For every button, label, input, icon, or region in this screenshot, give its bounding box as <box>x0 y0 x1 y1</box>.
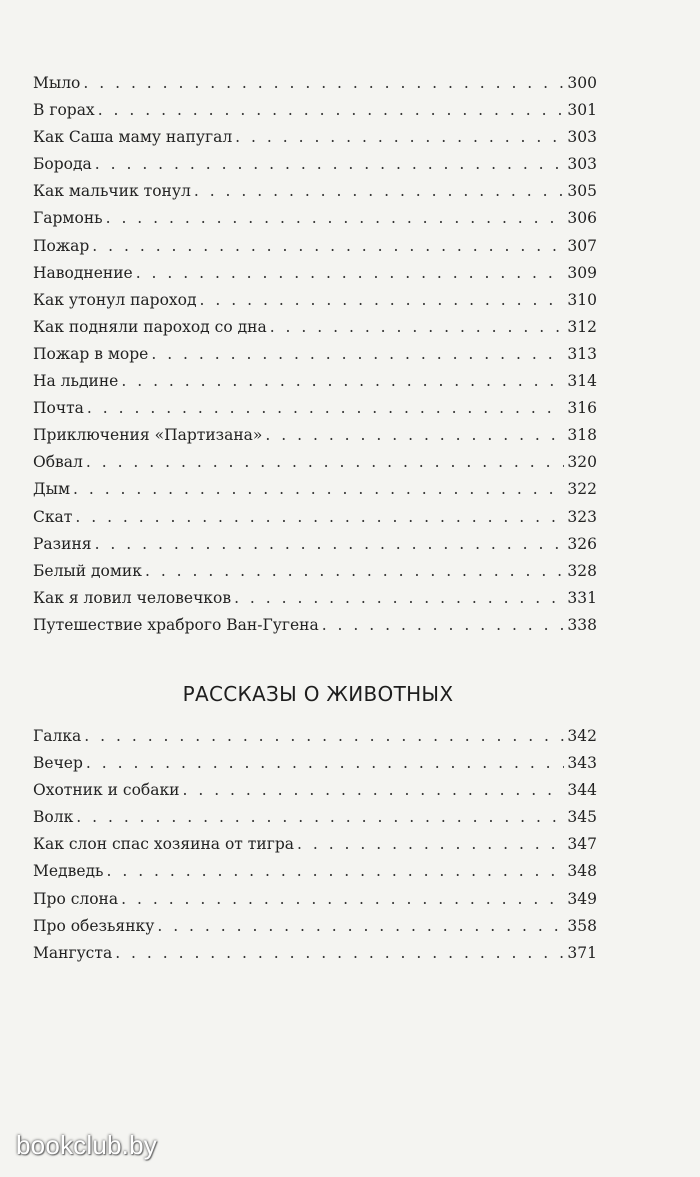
dot-leader <box>270 314 565 341</box>
dot-leader <box>151 341 564 368</box>
dot-leader <box>98 97 565 124</box>
dot-leader <box>265 422 564 449</box>
toc-entry <box>33 504 597 531</box>
toc-entry <box>33 585 597 612</box>
entry-title: Как утонул пароход <box>33 290 197 309</box>
page-number: 338 <box>567 615 597 634</box>
toc-entry <box>33 341 597 368</box>
toc-entry <box>33 233 597 260</box>
toc-entry <box>33 531 597 558</box>
toc-list-animals <box>33 723 597 967</box>
entry-title: В горах <box>33 101 95 120</box>
entry-title: Пожар в море <box>33 344 149 363</box>
dot-leader <box>86 449 565 476</box>
page-number: 314 <box>567 372 597 391</box>
dot-leader <box>83 70 564 97</box>
page-number: 344 <box>567 781 597 800</box>
toc-entry <box>33 97 597 124</box>
entry-title: Гармонь <box>33 209 103 228</box>
dot-leader <box>157 913 564 940</box>
dot-leader <box>194 178 565 205</box>
section-title: РАССКАЗЫ О ЖИВОТНЫХ <box>182 682 454 706</box>
page-number: 306 <box>567 209 597 228</box>
toc-entry <box>33 831 597 858</box>
page-number: 331 <box>567 588 597 607</box>
toc-entry <box>33 940 597 967</box>
dot-leader <box>73 476 564 503</box>
entry-title: Обвал <box>33 453 83 472</box>
page-number: 342 <box>567 727 597 745</box>
page-number: 313 <box>567 344 597 363</box>
dot-leader <box>87 395 564 422</box>
page-number: 358 <box>567 916 597 935</box>
dot-leader <box>200 287 565 314</box>
entry-title: Как я ловил человечков <box>33 588 232 607</box>
toc-entry <box>33 395 597 422</box>
page-number: 312 <box>567 317 597 336</box>
entry-title: Как Саша маму напугал <box>33 128 233 147</box>
toc-entry <box>33 422 597 449</box>
dot-leader <box>121 886 564 913</box>
dot-leader <box>183 777 565 804</box>
toc-entry <box>33 476 597 503</box>
toc-entry <box>33 70 597 97</box>
page-number: 320 <box>567 453 597 472</box>
toc-entry <box>33 777 597 804</box>
page-number: 343 <box>567 754 597 773</box>
entry-title: Белый домик <box>33 561 142 580</box>
page-number: 305 <box>567 182 597 201</box>
page-number: 322 <box>567 480 597 499</box>
page-number: 326 <box>567 534 597 553</box>
toc-entry <box>33 750 597 777</box>
dot-leader <box>136 260 565 287</box>
toc-entry <box>33 205 597 232</box>
entry-title: Как мальчик тонул <box>33 182 191 201</box>
dot-leader <box>115 940 564 967</box>
entry-title: Как подняли пароход со дна <box>33 317 267 336</box>
entry-title: Наводнение <box>33 263 133 282</box>
toc-entry <box>33 124 597 151</box>
entry-title: Путешествие храброго Ван-Гугена <box>33 615 319 634</box>
entry-title: Пожар <box>33 236 90 255</box>
page-number: 309 <box>567 263 597 282</box>
toc-entry <box>33 287 597 314</box>
entry-title: Мангуста <box>33 943 113 962</box>
entry-title: Галка <box>33 727 82 745</box>
page-number: 347 <box>567 835 597 854</box>
entry-title: Медведь <box>33 862 104 881</box>
dot-leader <box>95 531 565 558</box>
entry-title: Про слона <box>33 889 119 908</box>
watermark: bookclub.by <box>16 1130 157 1160</box>
page-number: 345 <box>567 808 597 827</box>
page-number: 300 <box>567 74 597 92</box>
dot-leader <box>106 858 564 885</box>
toc-entry <box>33 723 597 750</box>
entry-title: Приключения «Партизана» <box>33 426 263 445</box>
dot-leader <box>84 723 564 750</box>
entry-title: Скат <box>33 507 73 526</box>
page-number: 301 <box>567 101 597 120</box>
toc-list <box>33 70 597 639</box>
entry-title: Почта <box>33 399 84 418</box>
dot-leader <box>106 205 565 232</box>
page-number: 303 <box>567 128 597 147</box>
toc-entry <box>33 151 597 178</box>
dot-leader <box>86 750 565 777</box>
toc-entry <box>33 449 597 476</box>
entry-title: Вечер <box>33 754 83 773</box>
dot-leader <box>234 585 564 612</box>
page-number: 371 <box>567 943 597 962</box>
dot-leader <box>76 804 564 831</box>
dot-leader <box>75 504 564 531</box>
entry-title: Как слон спас хозяина от тигра <box>33 835 294 854</box>
dot-leader <box>92 233 564 260</box>
toc-entry <box>33 913 597 940</box>
page-number: 323 <box>567 507 597 526</box>
toc-entry <box>33 558 597 585</box>
page-number: 303 <box>567 155 597 174</box>
dot-leader <box>322 612 565 639</box>
toc-entry <box>33 314 597 341</box>
entry-title: Про обезьянку <box>33 916 155 935</box>
toc-entry <box>33 804 597 831</box>
page-number: 316 <box>567 399 597 418</box>
toc-entry <box>33 368 597 395</box>
page-number: 348 <box>567 862 597 881</box>
entry-title: Охотник и собаки <box>33 781 180 800</box>
entry-title: Разиня <box>33 534 92 553</box>
dot-leader <box>297 831 564 858</box>
page-number: 318 <box>567 426 597 445</box>
entry-title: На льдине <box>33 372 119 391</box>
dot-leader <box>235 124 564 151</box>
toc-entry <box>33 886 597 913</box>
page-number: 328 <box>567 561 597 580</box>
page-number: 307 <box>567 236 597 255</box>
dot-leader <box>95 151 565 178</box>
toc-entry <box>33 178 597 205</box>
dot-leader <box>145 558 564 585</box>
entry-title: Дым <box>33 480 70 499</box>
toc-entry <box>33 858 597 885</box>
toc-entry <box>33 612 597 639</box>
entry-title: Волк <box>33 808 74 827</box>
page-number: 310 <box>567 290 597 309</box>
entry-title: Мыло <box>33 74 81 92</box>
page-number: 349 <box>567 889 597 908</box>
entry-title: Борода <box>33 155 92 174</box>
dot-leader <box>121 368 564 395</box>
toc-entry <box>33 260 597 287</box>
